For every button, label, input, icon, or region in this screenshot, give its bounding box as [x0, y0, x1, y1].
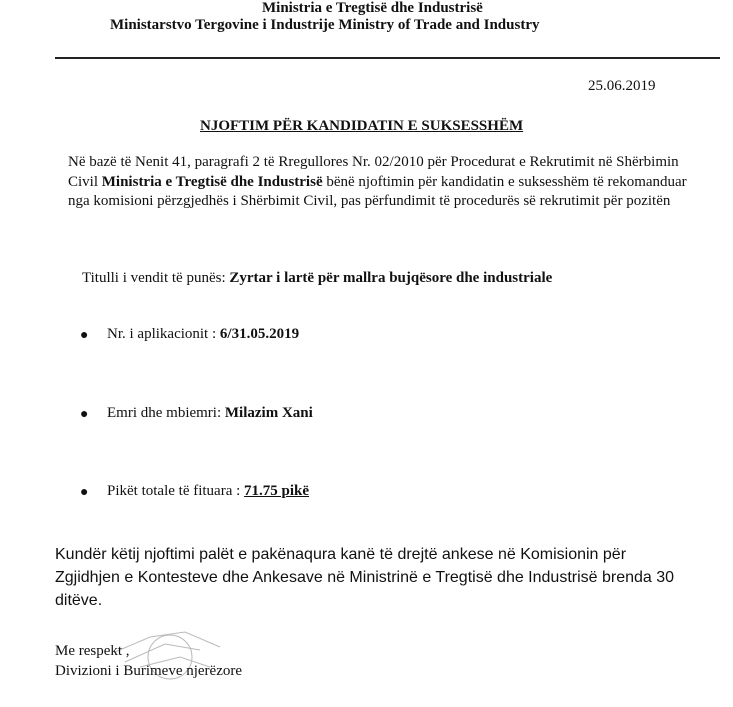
application-number-label: Nr. i aplikacionit :: [107, 326, 220, 342]
total-points-row: [107, 483, 309, 500]
position-title-row: [82, 270, 552, 287]
document-date: 25.06.2019: [588, 78, 656, 94]
header-ministry-serbian-english: Ministarstvo Tergovine i Industrije Ministry of Trade and Industry: [110, 17, 540, 33]
intro-paragraph: [68, 153, 688, 212]
candidate-name-label: Emri dhe mbiemri:: [107, 405, 225, 421]
application-number-row: [107, 326, 299, 343]
position-title-value: Zyrtar i lartë për mallra bujqësore dhe industriale: [229, 270, 553, 286]
total-points-label: Pikët totale të fituara :: [107, 483, 245, 499]
intro-text-part1: Në bazë të Nenit 41, paragrafi 2 të Rregullores Nr. 02/2010 për Procedurat e Rekrutimit në Shërbimin Civil: [68, 154, 679, 190]
signature-greeting: Me respekt ,: [55, 643, 130, 659]
candidate-name-row: [107, 405, 313, 422]
intro-text-part2: bënë njoftimin për kandidatin e suksesshëm të rekomanduar nga komisioni përzgjedhës i Shërbimit Civil, pas përfundimit të procedurës së rekrutimit për pozitën: [68, 173, 687, 209]
bullet-icon: ●: [80, 485, 89, 500]
intro-ministry-name: Ministria e Tregtisë dhe Industrisë: [101, 173, 323, 190]
bullet-icon: ●: [80, 328, 89, 343]
bullet-icon: ●: [80, 407, 89, 422]
position-title-label: Titulli i vendit të punës:: [82, 270, 230, 286]
candidate-name-value: Milazim Xani: [224, 405, 313, 421]
signature-block: [55, 641, 242, 681]
header-divider: [55, 57, 720, 59]
total-points-value: 71.75 pikë: [244, 483, 310, 499]
document-title: NJOFTIM PËR KANDIDATIN E SUKSESSHËM: [200, 118, 524, 134]
closing-paragraph: Kundër këtij njoftimi palët e pakënaqura kanë të drejtë ankese në Komisionin për Zgjidhjen e Kontesteve dhe Ankesave në Ministrinë e Tregtisë dhe Industrisë brenda 30 ditëve.: [55, 546, 675, 609]
header-ministry-albanian: Ministria e Tregtisë dhe Industrisë: [262, 0, 483, 16]
signature-department: Divizioni i Burimeve njerëzore: [55, 663, 243, 679]
application-number-value: 6/31.05.2019: [219, 326, 300, 342]
